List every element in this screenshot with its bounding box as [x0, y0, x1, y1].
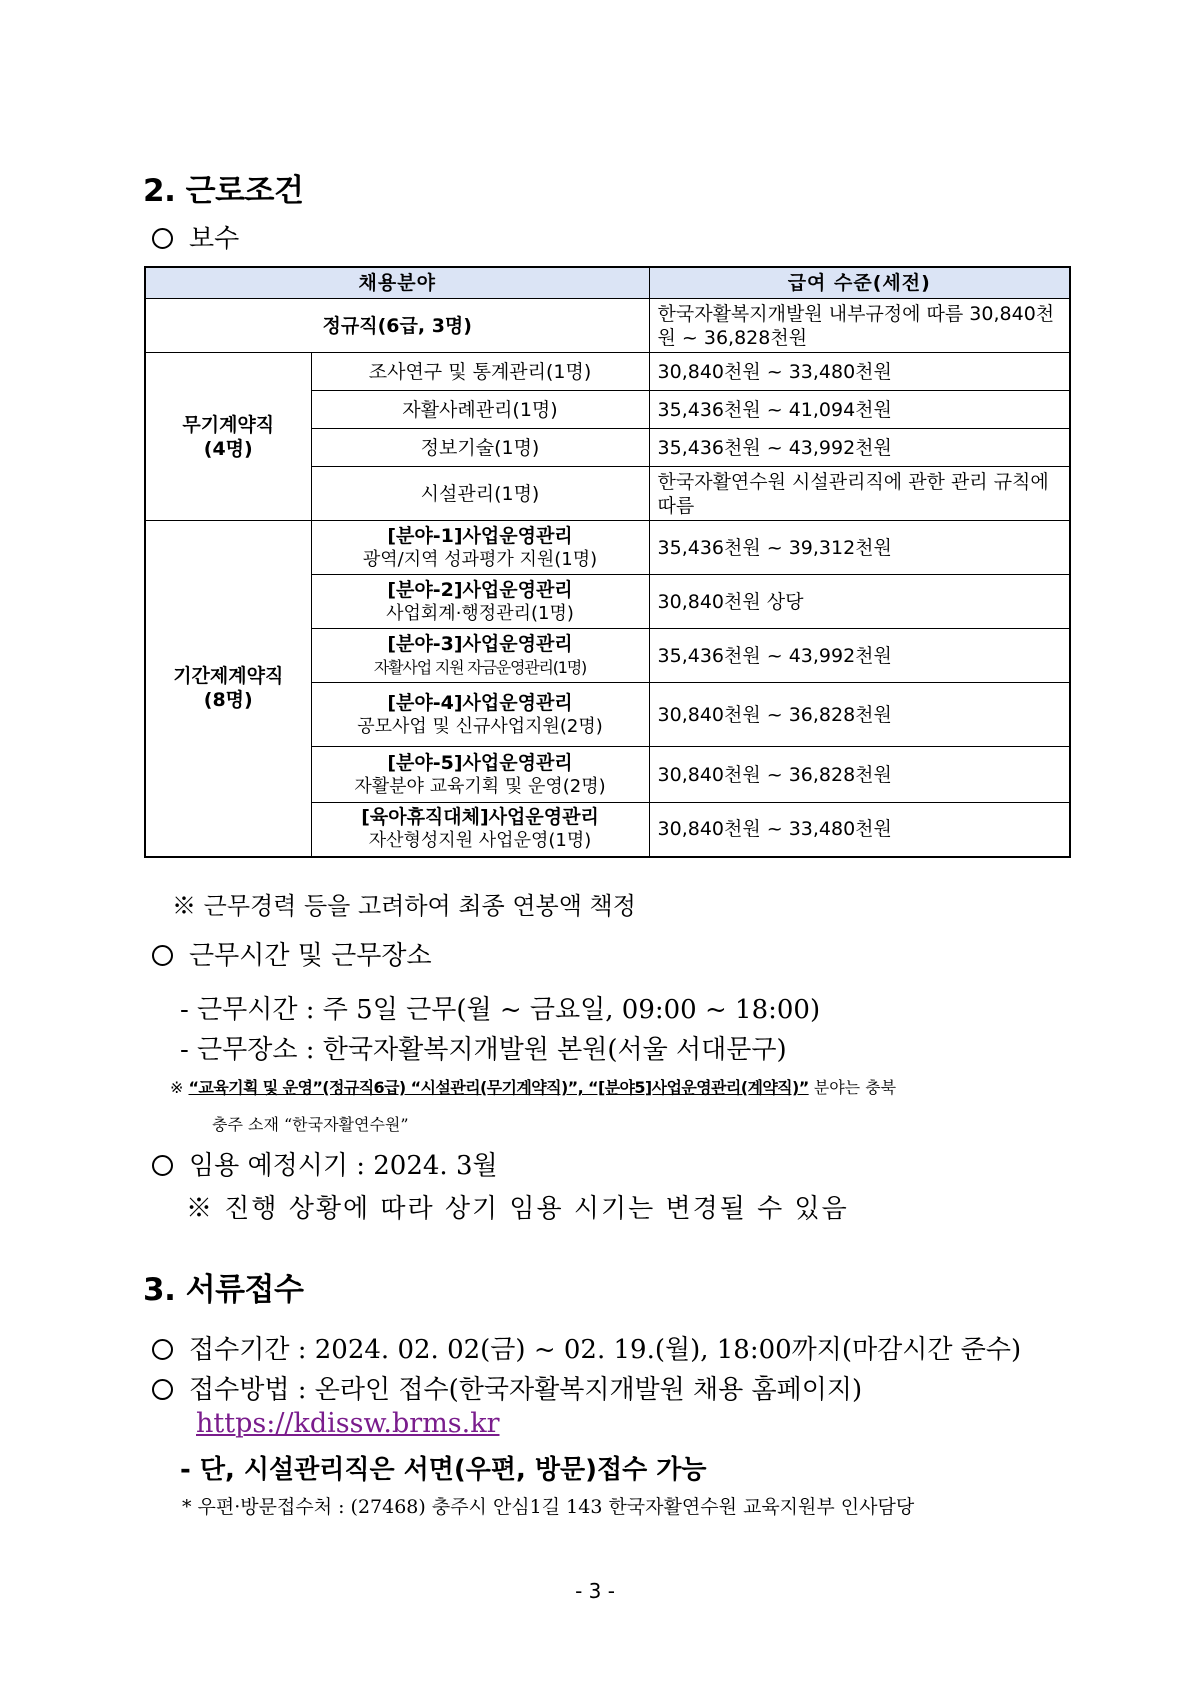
pay-heading: 보수 [152, 218, 239, 255]
place-note-line2: 충주 소재 “한국자활연수원” [212, 1115, 409, 1134]
section-title: 2. 근로조건 [143, 173, 304, 209]
regular-label: 정규직(6급, 3명) [145, 299, 649, 353]
work-place: - 근무장소 : 한국자활복지개발원 본원(서울 서대문구) [180, 1035, 787, 1065]
col-header-field: 채용분야 [145, 267, 649, 299]
field-cell [311, 683, 649, 747]
regular-salary: 한국자활복지개발원 내부규정에 따름 30,840천원 ~ 36,828천원 [649, 299, 1070, 353]
salary-cell: 35,436천원 ~ 41,094천원 [649, 391, 1070, 429]
col-header-salary: 급여 수준(세전) [649, 267, 1070, 299]
field-title: [분야-5]사업운영관리 [387, 751, 573, 774]
table-row [145, 299, 1070, 353]
salary-cell: 30,840천원 ~ 33,480천원 [649, 353, 1070, 391]
appoint-note: ※ 진행 상황에 따라 상기 임용 시기는 변경될 수 있음 [186, 1194, 849, 1224]
field-cell [311, 521, 649, 575]
field-cell: 자활사례관리(1명) [311, 391, 649, 429]
field-detail: 자활분야 교육기획 및 운영(2명) [354, 775, 606, 797]
pay-note: ※ 근무경력 등을 고려하여 최종 연봉액 책정 [172, 892, 636, 920]
place-note-rest: 분야는 충북 [808, 1078, 897, 1097]
period: 접수기간 : 2024. 02. 02(금) ~ 02. 19.(월), 18:00까지(마감시간 준수) [152, 1329, 1021, 1366]
place-note: ※ “교육기획 및 운영”(정규직6급) “시설관리(무기계약직)”, “[분야5]사업운영관리(계약직)” 분야는 충북 [170, 1078, 897, 1097]
field-cell [311, 575, 649, 629]
salary-cell: 35,436천원 ~ 43,992천원 [649, 429, 1070, 467]
place-note-underlined: “교육기획 및 운영”(정규직6급) “시설관리(무기계약직)”, “[분야5]사업운영관리(계약직)” [188, 1078, 809, 1097]
field-title: [분야-2]사업운영관리 [387, 578, 573, 601]
field-cell: 시설관리(1명) [311, 467, 649, 521]
table-row [145, 521, 1070, 575]
field-detail: 공모사업 및 신규사업지원(2명) [357, 715, 603, 737]
work-hours: - 근무시간 : 주 5일 근무(월 ~ 금요일, 09:00 ~ 18:00) [180, 995, 821, 1025]
circle-bullet-icon [152, 1155, 173, 1176]
salary-cell: 한국자활연수원 시설관리직에 관한 관리 규칙에 따름 [649, 467, 1070, 521]
salary-cell: 30,840천원 ~ 36,828천원 [649, 683, 1070, 747]
recruit-homepage-link[interactable]: https://kdissw.brms.kr [196, 1408, 500, 1439]
field-cell: 조사연구 및 통계관리(1명) [311, 353, 649, 391]
field-detail: 사업회계·행정관리(1명) [386, 602, 574, 624]
circle-bullet-icon [152, 945, 173, 966]
field-title: [분야-4]사업운영관리 [387, 691, 573, 714]
circle-bullet-icon [152, 228, 173, 249]
method: 접수방법 : 온라인 접수(한국자활복지개발원 채용 홈페이지) [152, 1369, 862, 1406]
fixed-term-label: 기간제계약직 (8명) [145, 521, 311, 857]
circle-bullet-icon [152, 1379, 173, 1400]
exception: - 단, 시설관리직은 서면(우편, 방문)접수 가능 [180, 1455, 707, 1485]
field-title: [육아휴직대체]사업운영관리 [361, 806, 599, 829]
work-heading: 근무시간 및 근무장소 [152, 935, 432, 972]
field-title: [분야-1]사업운영관리 [387, 524, 573, 547]
field-cell [311, 629, 649, 683]
field-title: [분야-3]사업운영관리 [387, 632, 573, 655]
field-cell [311, 747, 649, 803]
field-cell [311, 803, 649, 857]
page-number: - 3 - [575, 1579, 615, 1603]
circle-bullet-icon [152, 1339, 173, 1360]
salary-cell: 30,840천원 ~ 33,480천원 [649, 803, 1070, 857]
salary-cell: 30,840천원 ~ 36,828천원 [649, 747, 1070, 803]
field-detail: 자활사업 지원 자금운영관리(1명) [373, 657, 587, 677]
table-row [145, 353, 1070, 391]
indefinite-label: 무기계약직 (4명) [145, 353, 311, 521]
salary-cell: 35,436천원 ~ 39,312천원 [649, 521, 1070, 575]
appoint: 임용 예정시기 : 2024. 3월 [152, 1145, 498, 1182]
salary-cell: 35,436천원 ~ 43,992천원 [649, 629, 1070, 683]
salary-table [144, 266, 1071, 858]
section-title: 3. 서류접수 [143, 1272, 304, 1308]
field-detail: 광역/지역 성과평가 지원(1명) [362, 548, 598, 570]
table-header-row [145, 267, 1070, 299]
address: * 우편·방문접수처 : (27468) 충주시 안심1길 143 한국자활연수원 교육지원부 인사담당 [182, 1496, 915, 1518]
salary-cell: 30,840천원 상당 [649, 575, 1070, 629]
field-detail: 자산형성지원 사업운영(1명) [368, 830, 592, 852]
field-cell: 정보기술(1명) [311, 429, 649, 467]
